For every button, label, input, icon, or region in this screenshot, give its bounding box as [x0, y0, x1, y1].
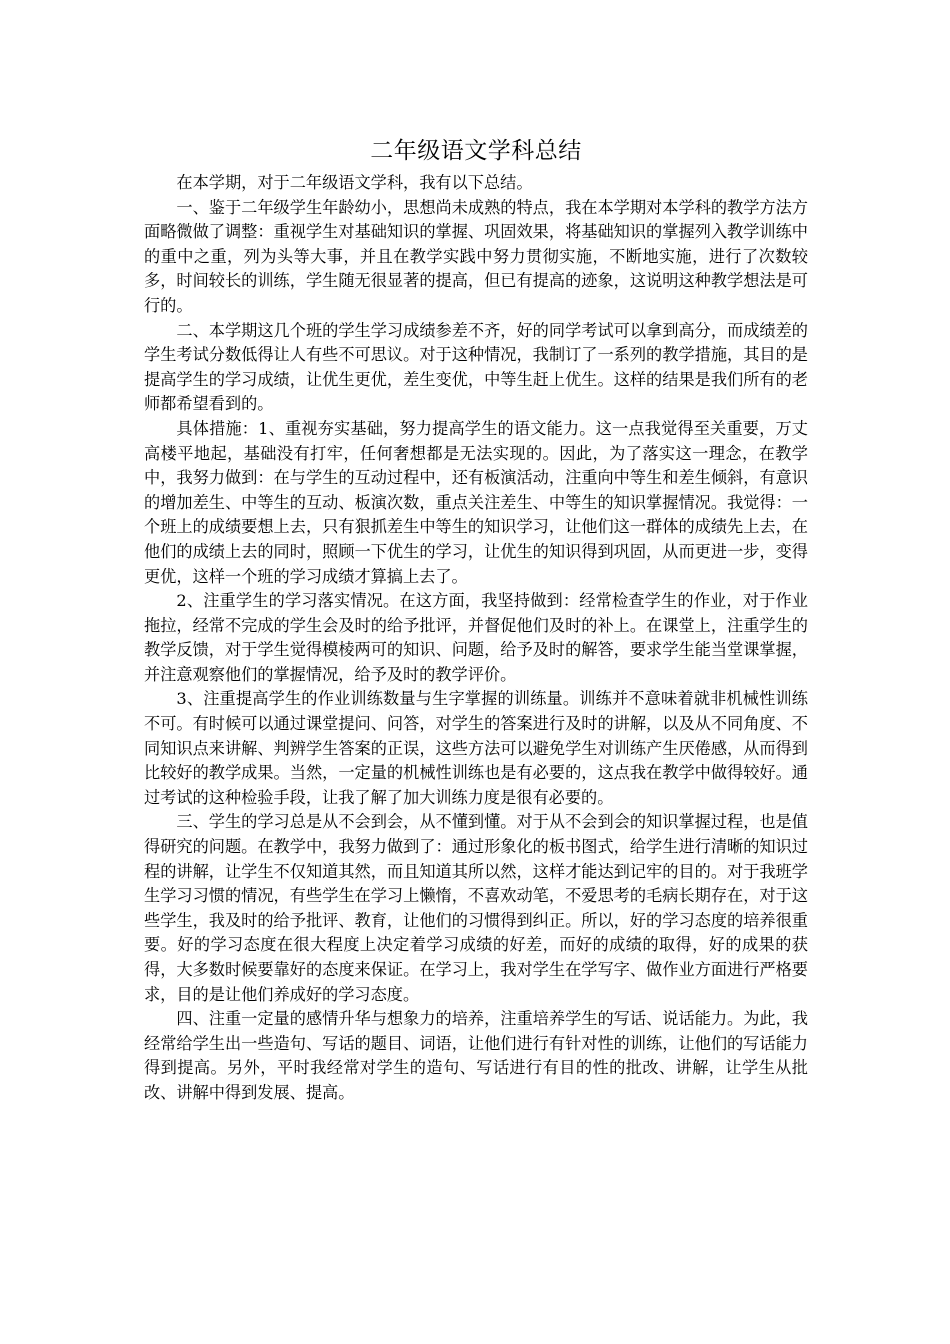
document-title: 二年级语文学科总结: [370, 138, 582, 164]
paragraph-measure-2: 2、注重学生的学习落实情况。在这方面，我坚持做到：经常检查学生的作业，对于作业拖拉，经常不完成的学生会及时的给予批评，并督促他们及时的补上。在课堂上，注重学生的教学反馈，对于学生觉得模棱两可的知识、问题，给予及时的解答，要求学生能当堂课掌握，并注意观察他们的掌握情况，给予及时的教学评价。: [144, 591, 808, 684]
paragraph-measure-3: 3、注重提高学生的作业训练数量与生字掌握的训练量。训练并不意味着就非机械性训练不可。有时候可以通过课堂提问、问答，对学生的答案进行及时的讲解，以及从不同角度、不同知识点来讲解、判辨学生答案的正误，这些方法可以避免学生对训练产生厌倦感，从而得到比较好的教学成果。当然，一定量的机械性训练也是有必要的，这点我在教学中做得较好。通过考试的这种检验手段，让我了解了加大训练力度是很有必要的。: [144, 689, 808, 807]
document-page: [144, 135, 808, 1106]
paragraph-section-4: 四、注重一定量的感情升华与想象力的培养，注重培养学生的写话、说话能力。为此，我经常给学生出一些造句、写话的题目、词语，让他们进行有针对性的训练，让他们的写话能力得到提高。另外，平时我经常对学生的造句、写话进行有目的性的批改、讲解，让学生从批改、讲解中得到发展、提高。: [144, 1009, 808, 1102]
paragraph-section-2: 二、本学期这几个班的学生学习成绩参差不齐，好的同学考试可以拿到高分，而成绩差的学生考试分数低得让人有些不可思议。对于这种情况，我制订了一系列的教学措施，其目的是提高学生的学习成绩，让优生更优，差生变优，中等生赶上优生。这样的结果是我们所有的老师都希望看到的。: [144, 320, 808, 414]
paragraph-section-3: 三、学生的学习总是从不会到会，从不懂到懂。对于从不会到会的知识掌握过程，也是值得研究的问题。在教学中，我努力做到了：通过形象化的板书图式，给学生进行清晰的知识过程的讲解，让学生不仅知道其然，而且知道其所以然，这样才能达到记牢的目的。对于我班学生学习习惯的情况，有些学生在学习上懒惰，不喜欢动笔，不爱思考的毛病长期存在，对于这些学生，我及时的给予批评、教育，让他们的习惯得到纠正。所以，好的学习态度的培养很重要。好的学习态度在很大程度上决定着学习成绩的好差，而好的成绩的取得，好的成果的获得，大多数时候要靠好的态度来保证。在学习上，我对学生在学写字、做作业方面进行严格要求，目的是让他们养成好的学习态度。: [144, 812, 808, 1004]
paragraph-section-1: 一、鉴于二年级学生年龄幼小，思想尚未成熟的特点，我在本学期对本学科的教学方法方面略微做了调整：重视学生对基础知识的掌握、巩固效果，将基础知识的掌握列入教学训练中的重中之重，列为头等大事，并且在教学实践中努力贯彻实施，不断地实施，进行了次数较多，时间较长的训练，学生随无很显著的提高，但已有提高的迹象，这说明这种教学想法是可行的。: [144, 197, 808, 315]
paragraph-measure-1: 具体措施：1、重视夯实基础，努力提高学生的语文能力。这一点我觉得至关重要，万丈高楼平地起，基础没有打牢，任何奢想都是无法实现的。因此，为了落实这一理念，在教学中，我努力做到：在与学生的互动过程中，还有板演活动，注重向中等生和差生倾斜，有意识的增加差生、中等生的互动、板演次数，重点关注差生、中等生的知识掌握情况。我觉得：一个班上的成绩要想上去，只有狠抓差生中等生的知识学习，让他们这一群体的成绩先上去，在他们的成绩上去的同时，照顾一下优生的学习，让优生的知识得到巩固，从而更进一步，变得更优，这样一个班的学习成绩才算搞上去了。: [144, 418, 808, 586]
paragraph-intro: 在本学期，对于二年级语文学科，我有以下总结。: [176, 173, 533, 192]
